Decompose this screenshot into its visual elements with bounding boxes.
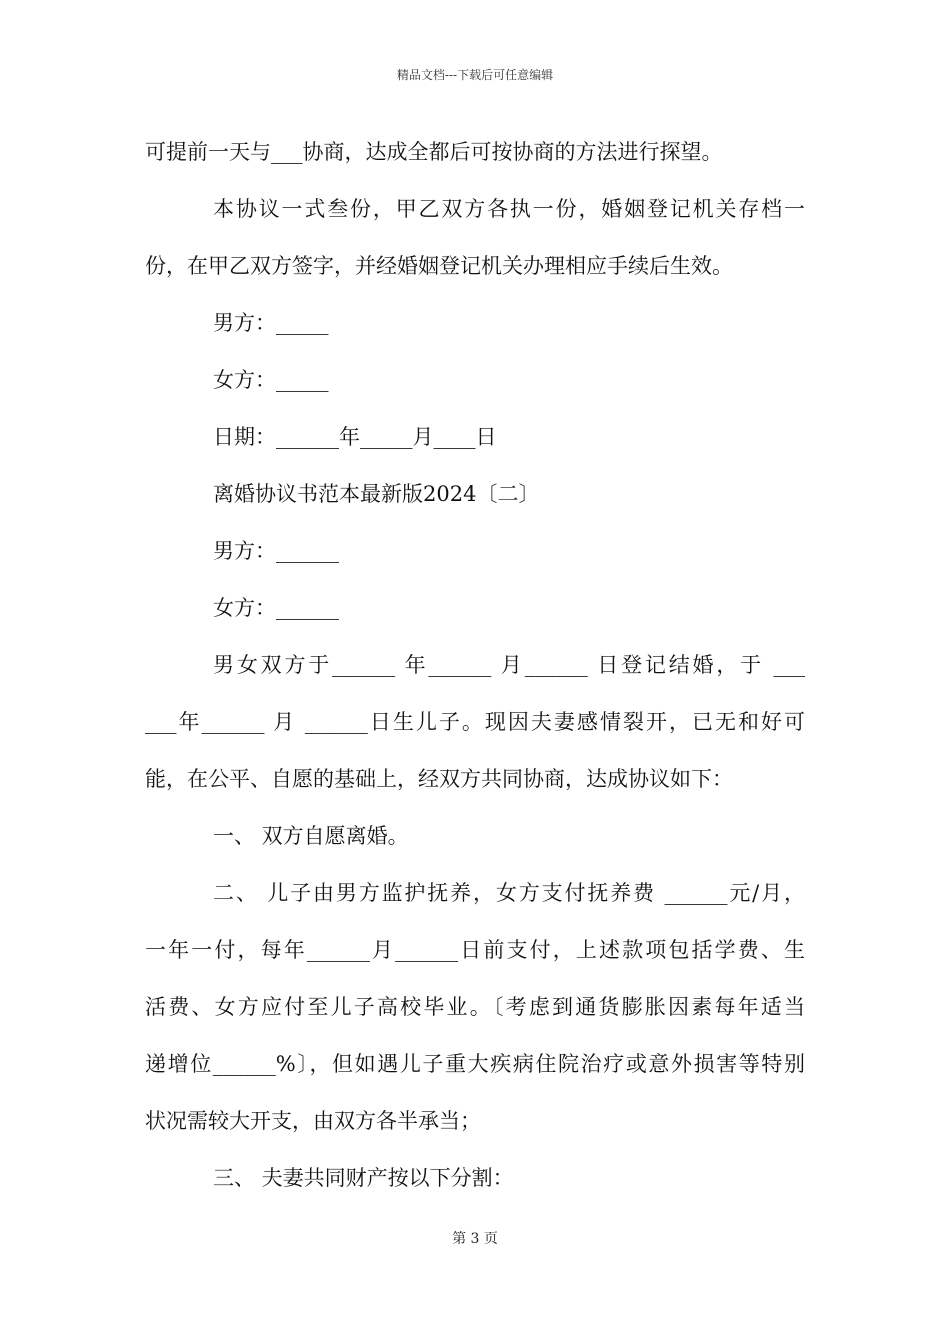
paragraph-line: 男女双方于______ 年______ 月______ 日登记结婚，于 ___	[213, 653, 805, 677]
clause-two: 二、 儿子由男方监护抚养，女方支付抚养费 ______元/月，	[213, 881, 805, 905]
paragraph-line: 活费、女方应付至儿子高校毕业。〔考虑到通货膨胀因素每年适当	[145, 995, 805, 1019]
male-party-line: 男方：_____	[213, 311, 329, 335]
clause-one: 一、 双方自愿离婚。	[213, 824, 409, 848]
paragraph-line: 递增位______%〕，但如遇儿子重大疾病住院治疗或意外损害等特别	[145, 1052, 805, 1076]
paragraph-line: 一年一付，每年______月______日前支付，上述款项包括学费、生	[145, 938, 805, 962]
paragraph-line: 份，在甲乙双方签字，并经婚姻登记机关办理相应手续后生效。	[145, 254, 733, 278]
female-party-line: 女方：______	[213, 596, 339, 620]
section-title: 离婚协议书范本最新版2024〔二〕	[213, 482, 540, 506]
paragraph-line: 本协议一式叁份，甲乙双方各执一份，婚姻登记机关存档一	[213, 197, 805, 221]
paragraph-line: 状况需较大开支，由双方各半承当；	[145, 1109, 481, 1133]
paragraph-line: ___年______ 月 ______日生儿子。现因夫妻感情裂开，已无和好可	[145, 710, 805, 734]
female-party-line: 女方：_____	[213, 368, 329, 392]
page-number: 第 3 页	[452, 1231, 498, 1247]
page-header: 精品文档---下载后可任意编辑	[396, 68, 554, 82]
date-line: 日期：______年_____月____日	[213, 425, 497, 449]
clause-three: 三、 夫妻共同财产按以下分割：	[213, 1166, 514, 1190]
paragraph-line: 能，在公平、自愿的基础上，经双方共同协商，达成协议如下：	[145, 767, 733, 791]
paragraph-line: 可提前一天与___协商，达成全都后可按协商的方法进行探望。	[145, 140, 723, 164]
male-party-line: 男方：______	[213, 539, 339, 563]
